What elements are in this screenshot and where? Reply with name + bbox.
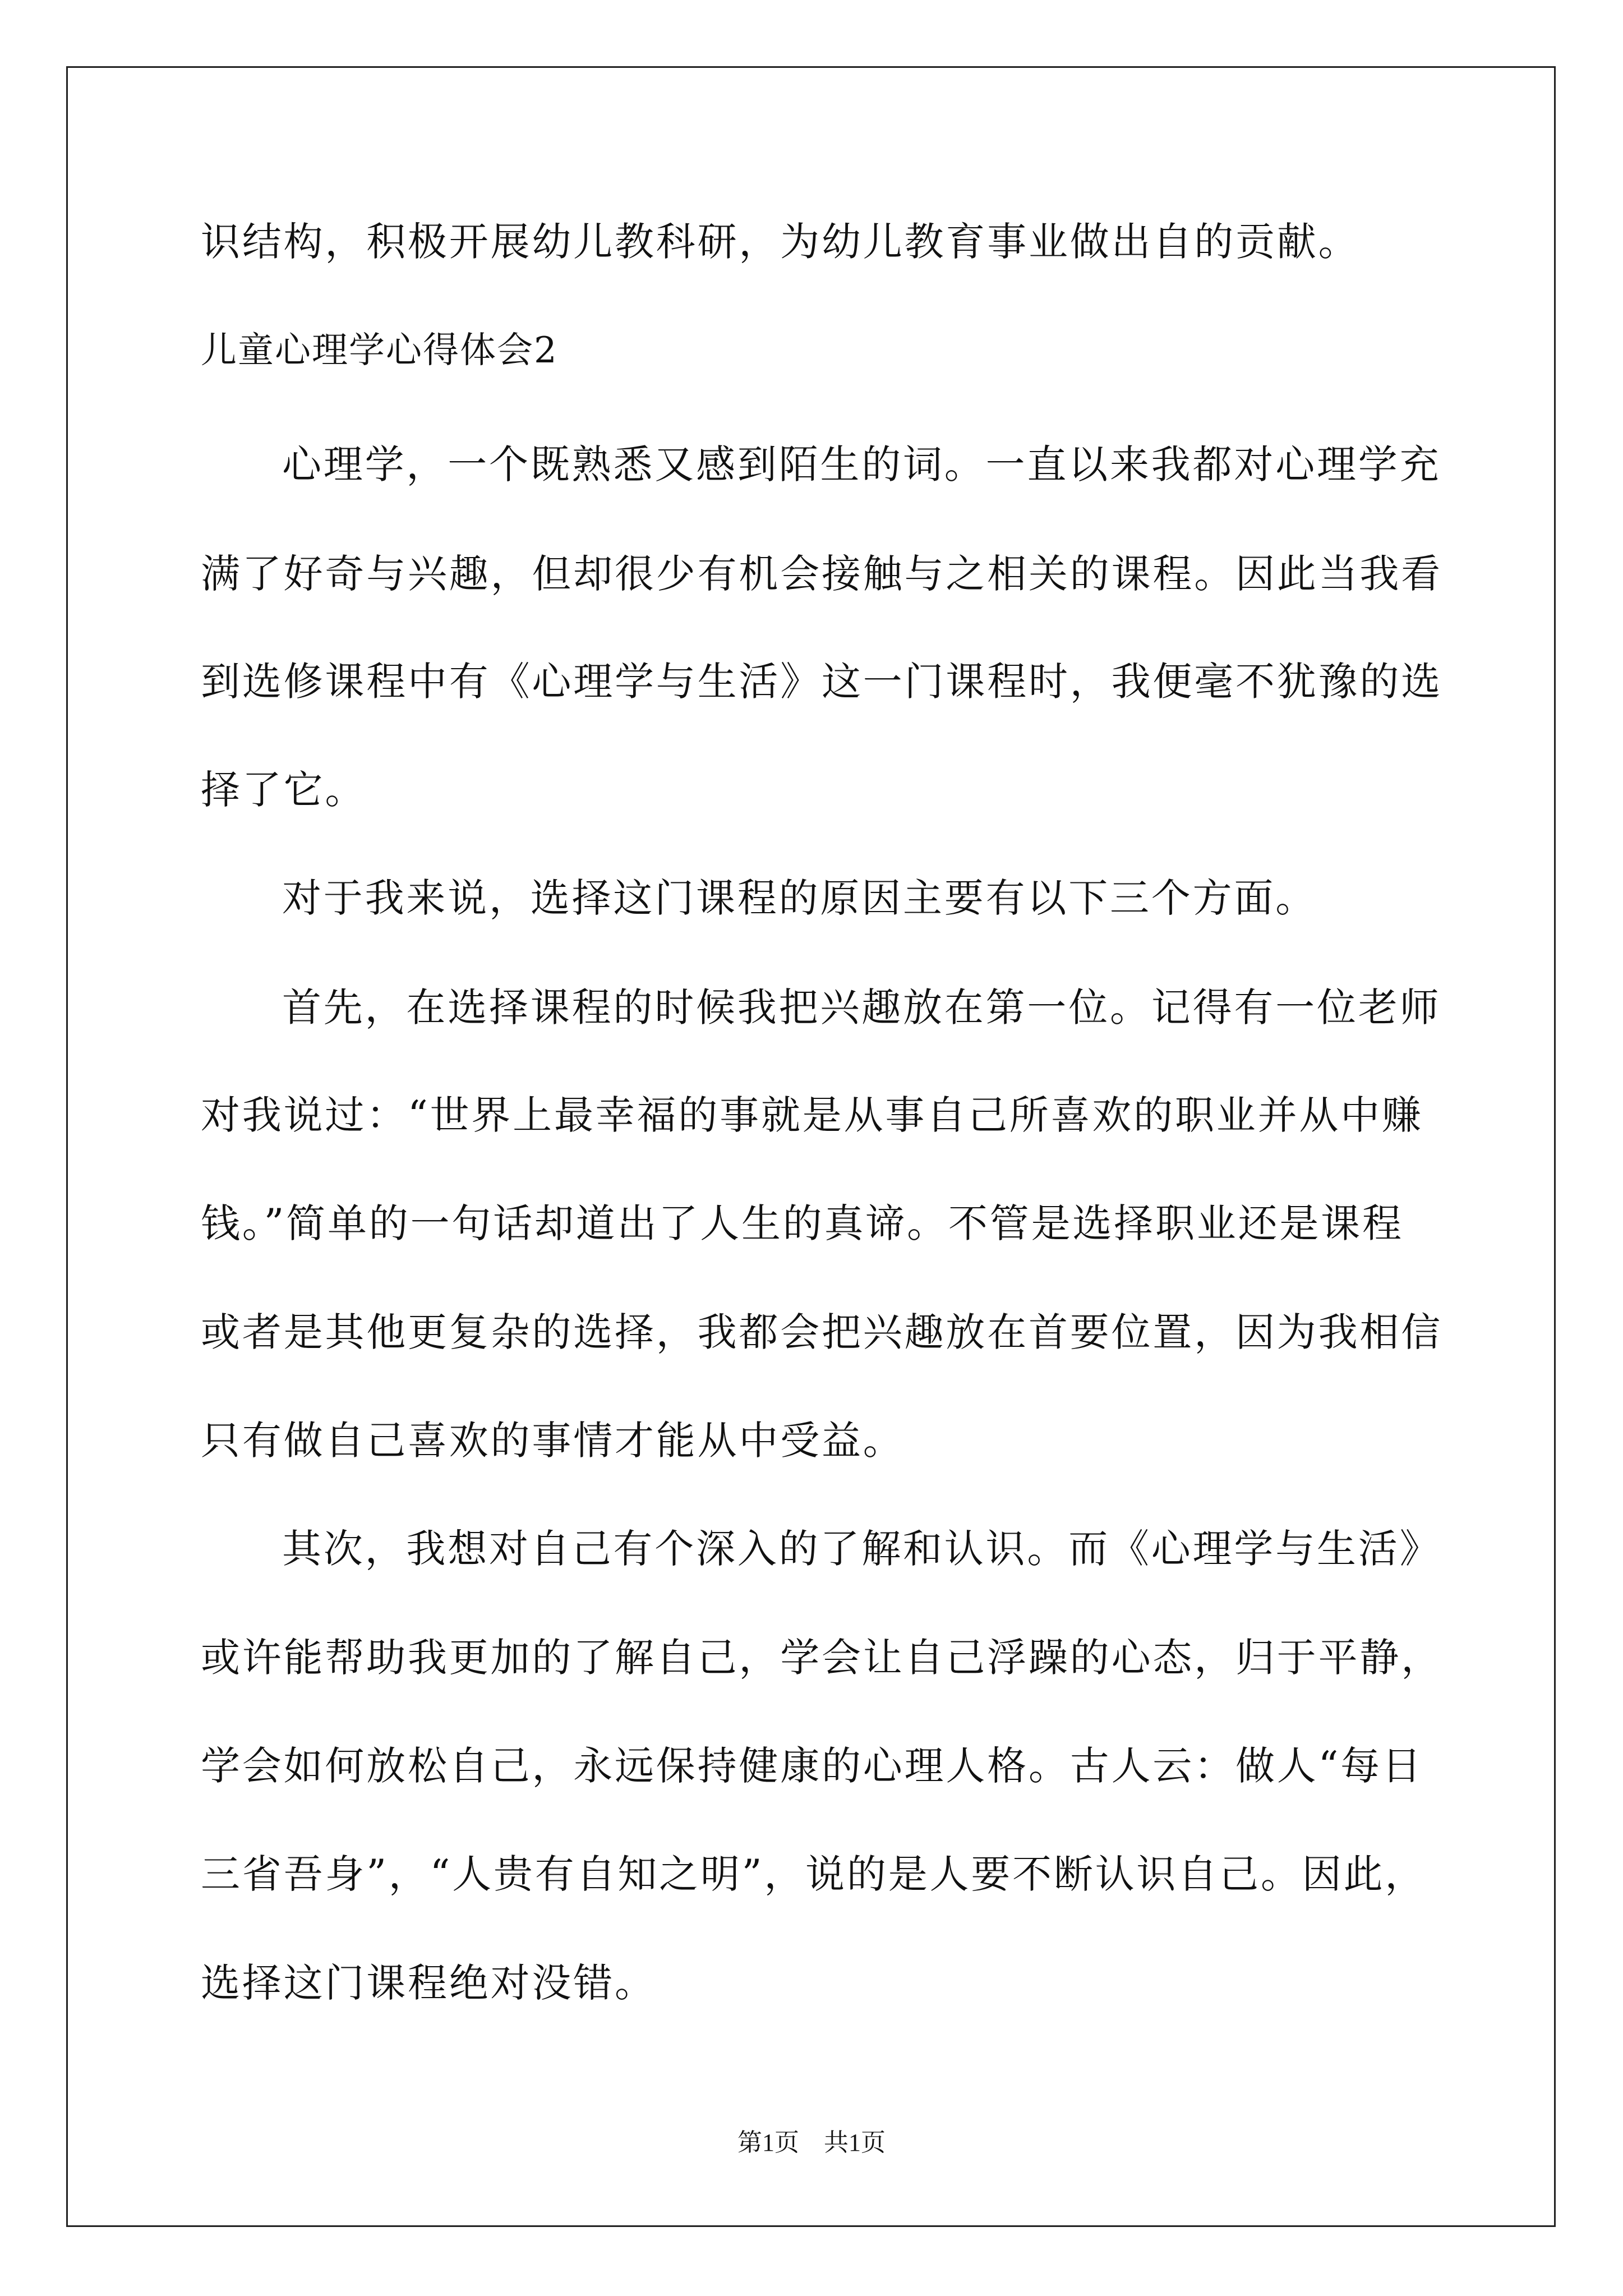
paragraph-line: 择了它。 <box>201 767 367 813</box>
paragraph-line: 到选修课程中有《心理学与生活》这一门课程时，我便毫不犹豫的选 <box>201 659 1442 705</box>
paragraph-line: 学会如何放松自己，永远保持健康的心理人格。古人云：做人“每日 <box>201 1743 1423 1789</box>
page-border <box>66 66 1556 2227</box>
paragraph-line: 三省吾身”，“人贵有自知之明”，说的是人要不断认识自己。因此， <box>201 1851 1427 1897</box>
page-number-footer: 第1页 共1页 <box>737 2129 886 2156</box>
paragraph-line: 钱。”简单的一句话却道出了人生的真谛。不管是选择职业还是课程 <box>201 1200 1404 1246</box>
paragraph-line: 或者是其他更复杂的选择，我都会把兴趣放在首要位置，因为我相信 <box>201 1309 1442 1355</box>
paragraph-line: 选择这门课程绝对没错。 <box>201 1960 656 2006</box>
paragraph-line: 心理学，一个既熟悉又感到陌生的词。一直以来我都对心理学充 <box>282 441 1441 487</box>
paragraph-line: 只有做自己喜欢的事情才能从中受益。 <box>201 1418 905 1464</box>
section-heading: 儿童心理学心得体会2 <box>201 330 558 371</box>
paragraph-line: 满了好奇与兴趣，但却很少有机会接触与之相关的课程。因此当我看 <box>201 551 1442 597</box>
paragraph-line: 对于我来说，选择这门课程的原因主要有以下三个方面。 <box>282 875 1317 921</box>
paragraph-line: 或许能帮助我更加的了解自己，学会让自己浮躁的心态，归于平静， <box>201 1635 1442 1681</box>
paragraph-line: 对我说过：“世界上最幸福的事就是从事自己所喜欢的职业并从中赚 <box>201 1092 1423 1138</box>
paragraph-line: 首先，在选择课程的时候我把兴趣放在第一位。记得有一位老师 <box>282 984 1441 1030</box>
paragraph-line: 识结构，积极开展幼儿教科研，为幼儿教育事业做出自的贡献。 <box>201 219 1360 265</box>
paragraph-line: 其次，我想对自己有个深入的了解和认识。而《心理学与生活》 <box>282 1526 1441 1572</box>
